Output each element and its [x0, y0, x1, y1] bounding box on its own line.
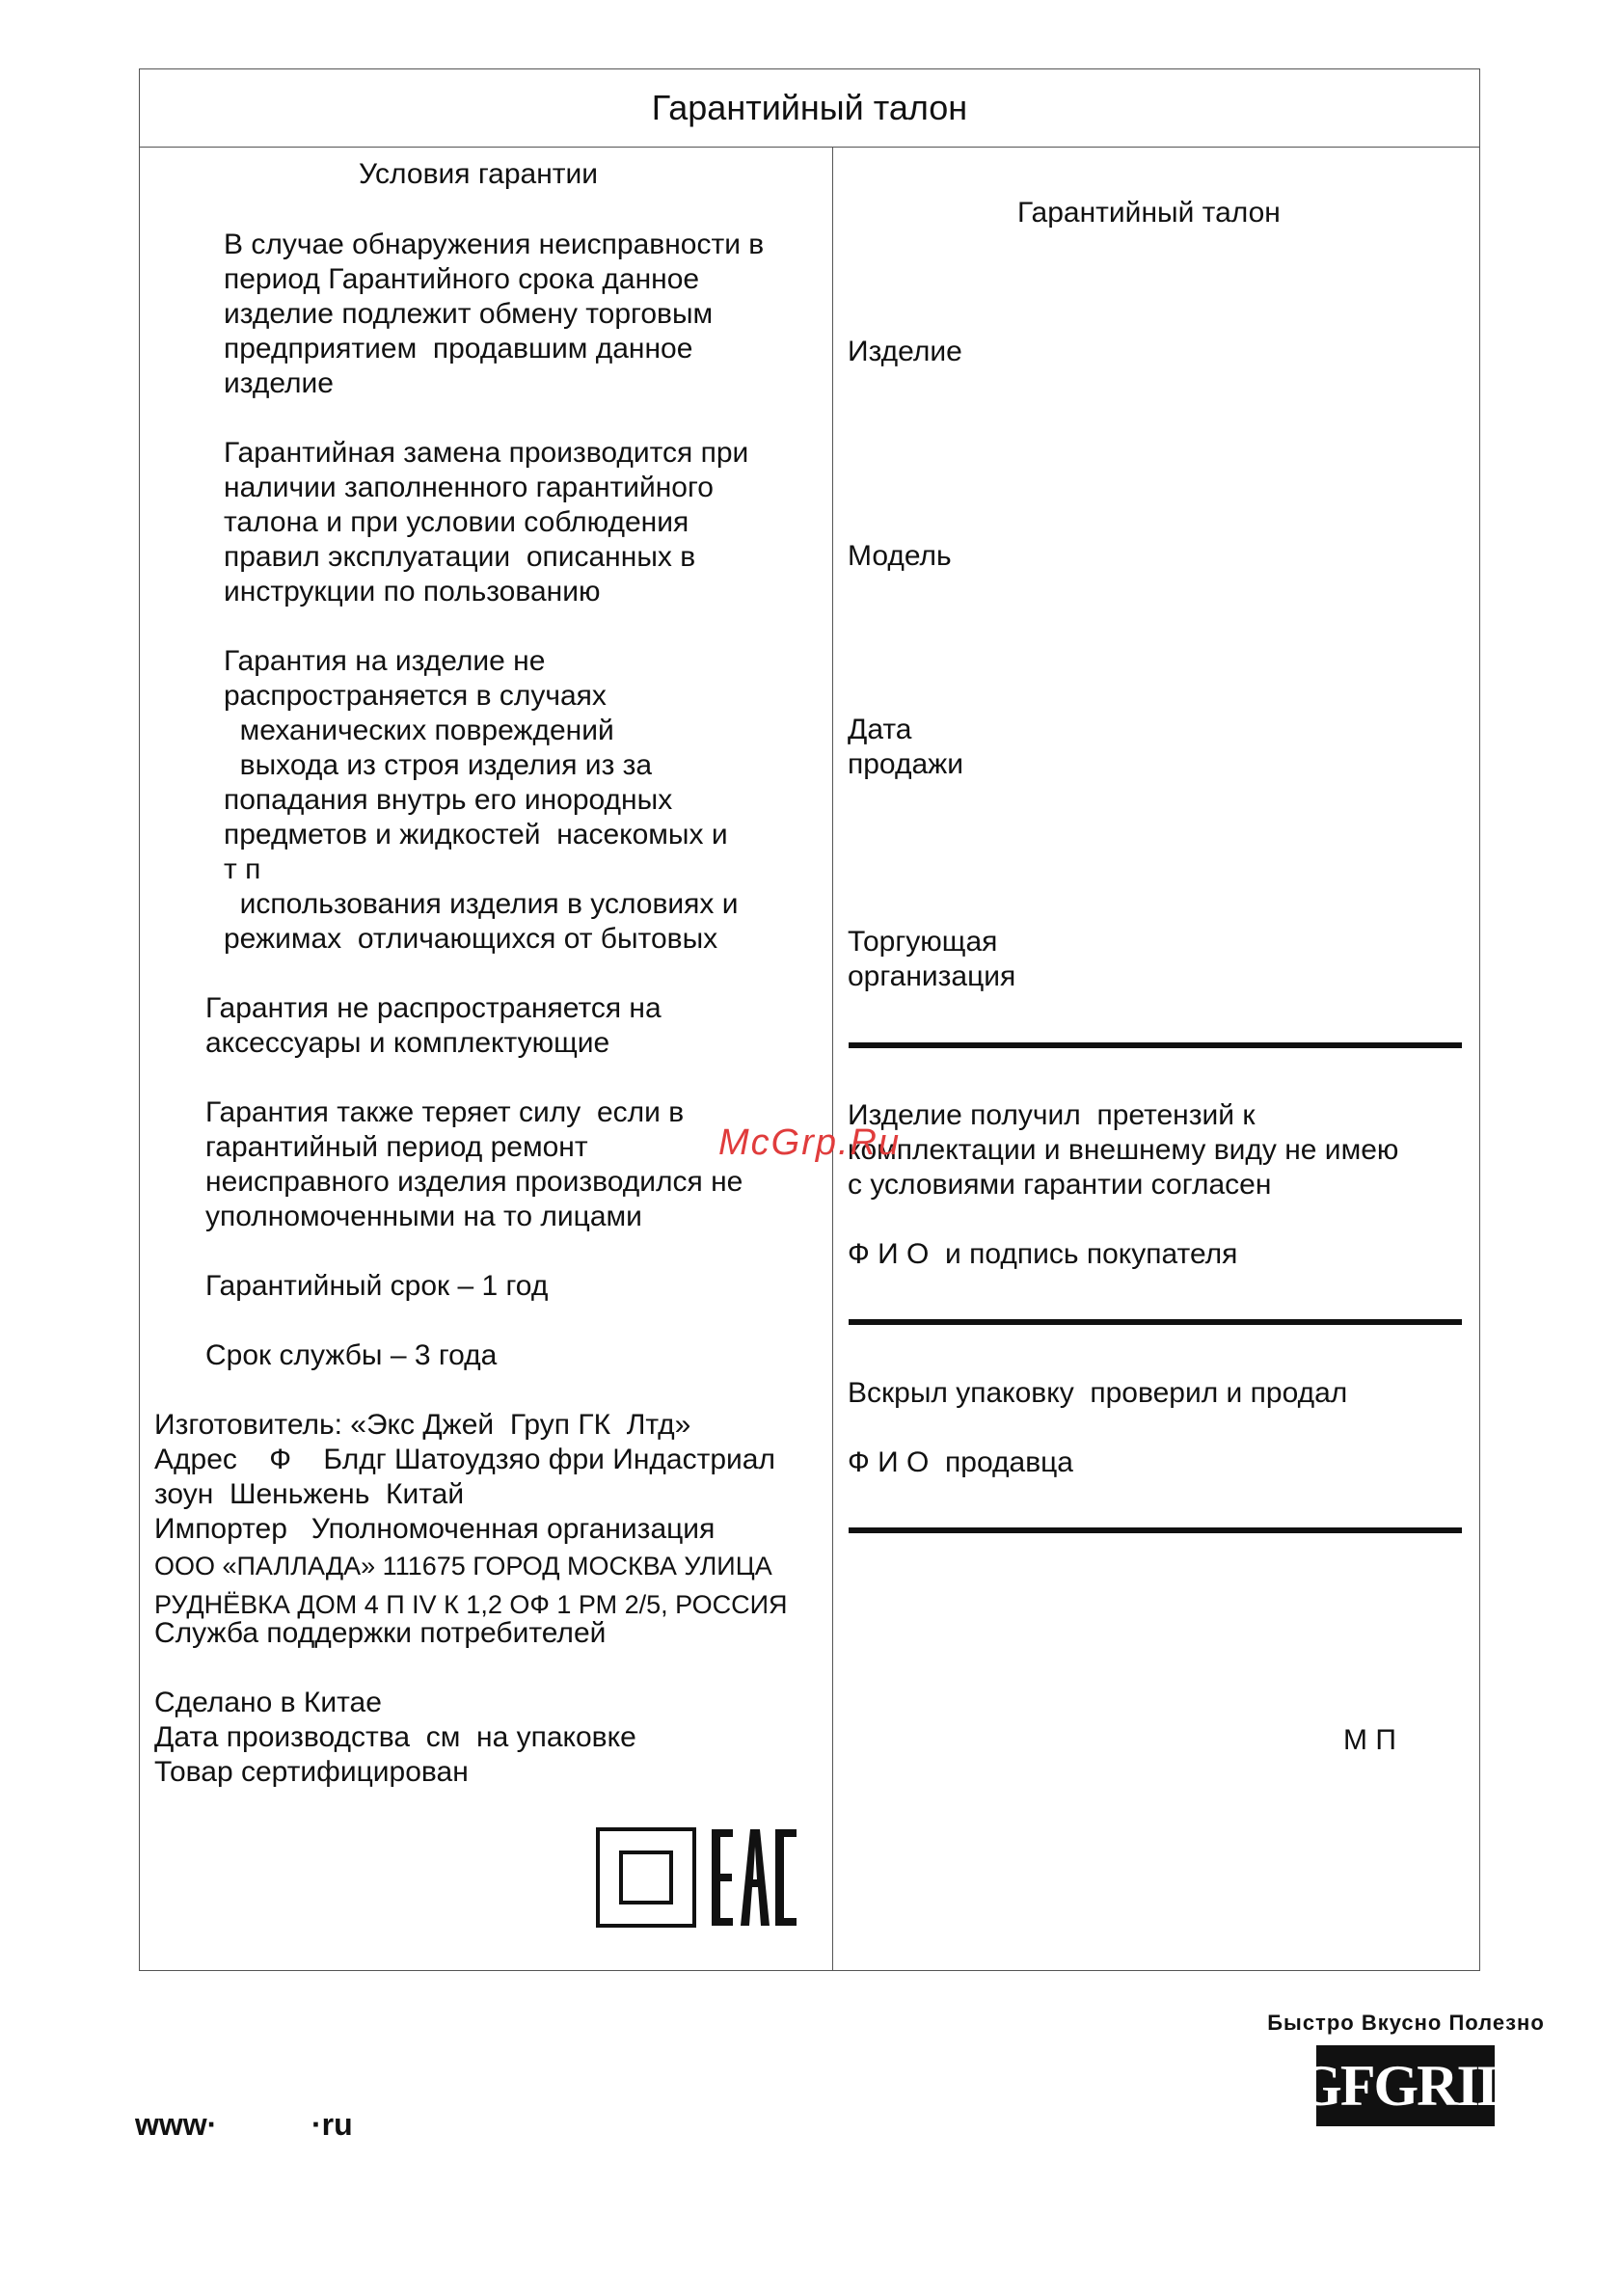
- origin-and-certification: Сделано в Китае Дата производства см на упаковке Товар сертифицирован: [154, 1687, 636, 1788]
- condition-paragraph-2: Гарантийная замена производится при наличии заполненного гарантийного талона и при условии соблюдения правил эксплуатации описанных в инструкции по пользованию: [224, 437, 749, 608]
- condition-paragraph-5: Гарантия также теряет силу если в гарантийный период ремонт неисправного изделия производился не уполномоченными на то лицами: [205, 1096, 743, 1232]
- watermark: McGrp.Ru: [718, 1122, 902, 1163]
- column-divider: [832, 147, 833, 1970]
- support-service: Служба поддержки потребителей: [154, 1617, 607, 1649]
- brand-block: [1254, 2011, 1558, 2126]
- website-prefix: www·: [135, 2107, 218, 2142]
- conditions-heading: Условия гарантии: [359, 158, 599, 190]
- service-life: Срок службы – 3 года: [205, 1339, 498, 1371]
- eac-outer-square: [598, 1829, 694, 1926]
- sale-date-label: Дата продажи: [848, 714, 963, 780]
- eac-letter-a: [741, 1829, 770, 1926]
- seller-name-label: Ф И О продавца: [848, 1446, 1073, 1478]
- eac-letter-c: [775, 1829, 797, 1926]
- stamp-place-label: М П: [1343, 1724, 1396, 1756]
- condition-paragraph-4: Гарантия не распространяется на аксессуары и комплектующие: [205, 992, 662, 1059]
- separator-line: [849, 1527, 1462, 1533]
- product-label: Изделие: [848, 336, 962, 367]
- separator-line: [849, 1042, 1462, 1048]
- brand-tagline: Быстро Вкусно Полезно: [1267, 2011, 1545, 2035]
- eac-letter-e: [712, 1829, 733, 1926]
- seller-organization-label: Торгующая организация: [848, 926, 1016, 992]
- condition-paragraph-1: В случае обнаружения неисправности в период Гарантийного срока данное изделие подлежит обмену торговым предприятием продавшим данное изделие: [224, 229, 765, 399]
- separator-line: [849, 1319, 1462, 1325]
- model-label: Модель: [848, 540, 952, 572]
- coupon-heading: Гарантийный талон: [1017, 197, 1281, 229]
- title-row: [140, 69, 1479, 148]
- gfgril-logo: GFGRIL: [1316, 2045, 1495, 2126]
- eac-inner-square: [621, 1852, 671, 1903]
- manufacturer-info: Изготовитель: «Экс Джей Груп ГК Лтд» Адрес Ф Блдг Шатоудзяо фри Индастриал зоун Шеньжень Китай Импортер Уполномоченная организация: [154, 1409, 775, 1545]
- warranty-period: Гарантийный срок – 1 год: [205, 1270, 549, 1302]
- importer-address: ООО «ПАЛЛАДА» 111675 ГОРОД МОСКВА УЛИЦА РУДНЁВКА ДОМ 4 П IV К 1,2 ОФ 1 РМ 2/5, РОССИЯ: [154, 1552, 788, 1619]
- seller-statement: Вскрыл упаковку проверил и продал: [848, 1377, 1348, 1409]
- eac-mark: [596, 1827, 798, 1928]
- page-title: Гарантийный талон: [651, 88, 968, 127]
- condition-paragraph-3: Гарантия на изделие не распространяется в случаях механических повреждений выхода из строя изделия из за попадания внутрь его инородных предметов и жидкостей насекомых и т п использования изделия в условиях и режимах отличающихся от бытовых: [224, 645, 739, 955]
- website-suffix: ·ru: [311, 2107, 353, 2142]
- buyer-statement: Изделие получил претензий к комплектации и внешнему виду не имею с условиями гарантии согласен: [848, 1099, 1399, 1201]
- buyer-signature-label: Ф И О и подпись покупателя: [848, 1238, 1238, 1270]
